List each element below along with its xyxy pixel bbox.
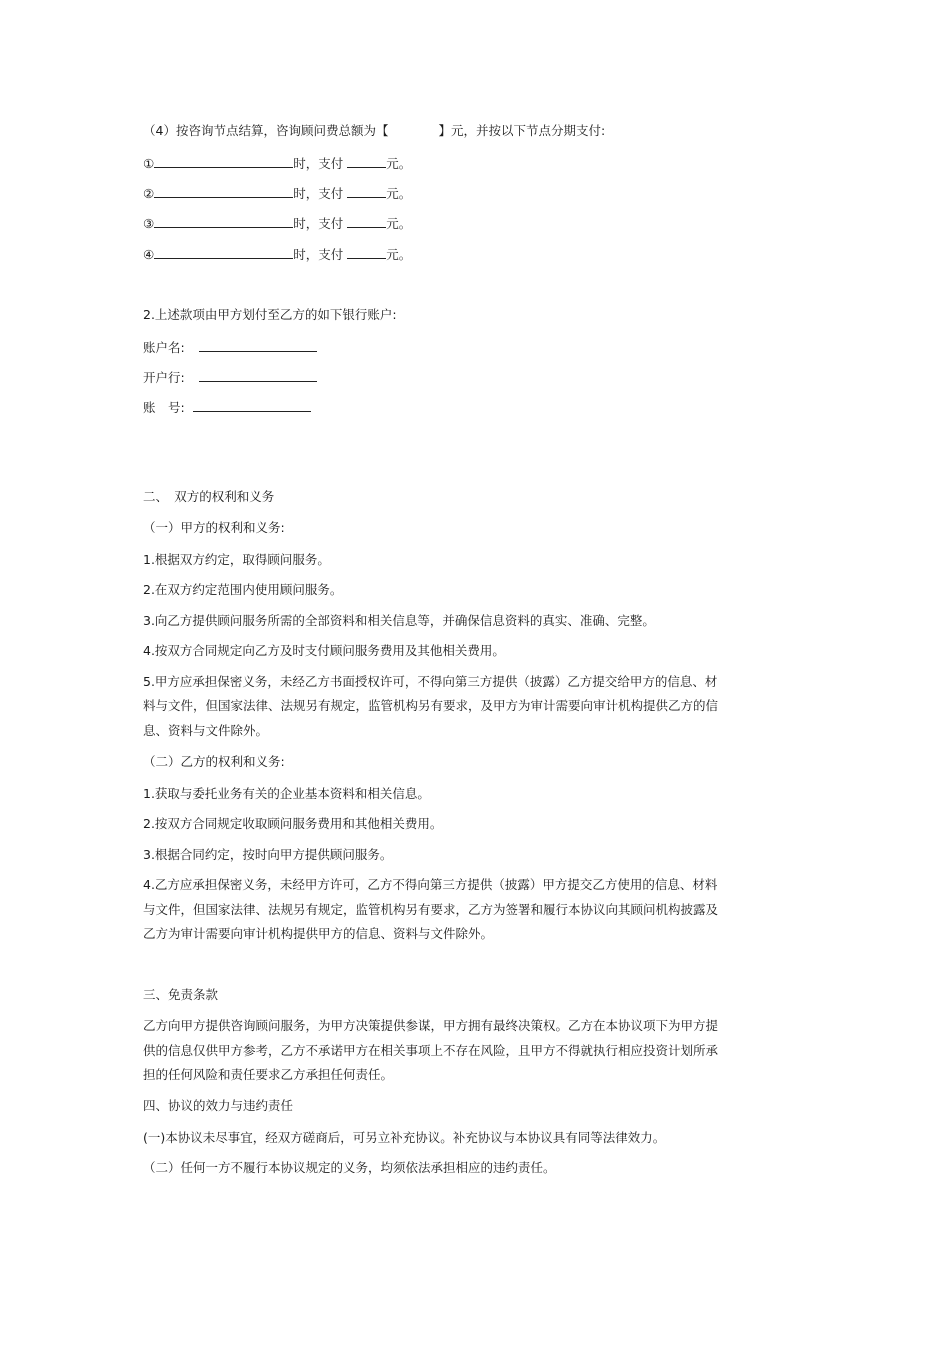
installment-row <box>143 154 411 172</box>
bank-label: 开户行: <box>143 370 185 385</box>
list-item: (一)本协议未尽事宜，经双方磋商后，可另立补充协议。补充协议与本协议具有同等法律效力。 <box>143 1130 666 1145</box>
installment-node-blank[interactable] <box>154 154 293 168</box>
installment-amount-blank[interactable] <box>347 154 386 168</box>
section-heading: 四、协议的效力与违约责任 <box>143 1098 294 1113</box>
paragraph-line: 担的任何风险和责任要求乙方承担任何责任。 <box>143 1067 394 1082</box>
list-item: 2.按双方合同规定收取顾问服务费用和其他相关费用。 <box>143 816 443 831</box>
installment-marker: ③ <box>143 216 155 231</box>
list-item-line: 4.乙方应承担保密义务，未经甲方许可，乙方不得向第三方提供（披露）甲方提交乙方使用的信息、材料 <box>143 877 718 892</box>
installment-row <box>143 214 411 232</box>
payment-node-intro <box>143 123 605 139</box>
party-a-heading: （一）甲方的权利和义务: <box>143 520 285 535</box>
installment-text: 时，支付 <box>293 247 344 262</box>
installment-amount-blank[interactable] <box>347 214 386 228</box>
installment-unit: 元。 <box>386 186 412 201</box>
paragraph-line: 乙方向甲方提供咨询顾问服务，为甲方决策提供参谋，甲方拥有最终决策权。乙方在本协议项下为甲方提 <box>143 1018 719 1033</box>
list-item: 1.获取与委托业务有关的企业基本资料和相关信息。 <box>143 786 430 801</box>
installment-amount-blank[interactable] <box>347 245 386 259</box>
account-no-blank[interactable] <box>193 398 311 412</box>
list-item-line: 5.甲方应承担保密义务，未经乙方书面授权许可，不得向第三方提供（披露）乙方提交给甲方的信息、材 <box>143 674 718 689</box>
list-item: （二）任何一方不履行本协议规定的义务，均须依法承担相应的违约责任。 <box>143 1160 556 1175</box>
list-item-line: 息、资料与文件除外。 <box>143 723 269 738</box>
list-item-line: 与文件，但国家法律、法规另有规定，监管机构另有要求，乙方为签署和履行本协议向其顾问机构披露及 <box>143 902 719 917</box>
installment-marker: ② <box>143 186 155 201</box>
payment-node-intro-post: 】元，并按以下节点分期支付: <box>438 123 606 138</box>
party-b-heading: （二）乙方的权利和义务: <box>143 754 285 769</box>
list-item: 2.在双方约定范围内使用顾问服务。 <box>143 582 343 597</box>
section-heading: 二、 双方的权利和义务 <box>143 489 275 504</box>
installment-amount-blank[interactable] <box>347 184 386 198</box>
list-item: 3.根据合同约定，按时向甲方提供顾问服务。 <box>143 847 393 862</box>
list-item: 3.向乙方提供顾问服务所需的全部资料和相关信息等，并确保信息资料的真实、准确、完整。 <box>143 613 655 628</box>
list-item: 1.根据双方约定，取得顾问服务。 <box>143 552 330 567</box>
installment-unit: 元。 <box>386 247 412 262</box>
account-no-row <box>143 398 311 416</box>
list-item: 4.按双方合同规定向乙方及时支付顾问服务费用及其他相关费用。 <box>143 643 505 658</box>
account-name-blank[interactable] <box>199 338 317 352</box>
installment-row <box>143 245 411 263</box>
installment-marker: ④ <box>143 247 155 262</box>
bank-intro: 2.上述款项由甲方划付至乙方的如下银行账户: <box>143 307 397 322</box>
installment-row <box>143 184 411 202</box>
installment-node-blank[interactable] <box>154 214 293 228</box>
installment-node-blank[interactable] <box>154 184 293 198</box>
installment-unit: 元。 <box>386 156 412 171</box>
account-name-label: 账户名: <box>143 340 185 355</box>
bank-row <box>143 368 317 386</box>
list-item-line: 乙方为审计需要向审计机构提供甲方的信息、资料与文件除外。 <box>143 926 494 941</box>
section-heading: 三、免责条款 <box>143 987 219 1002</box>
paragraph-line: 供的信息仅供甲方参考，乙方不承诺甲方在相关事项上不存在风险，且甲方不得就执行相应投资计划所承 <box>143 1043 719 1058</box>
account-no-label: 账 号: <box>143 400 185 415</box>
bank-blank[interactable] <box>199 368 317 382</box>
installment-text: 时，支付 <box>293 186 344 201</box>
payment-node-intro-pre: （4）按咨询节点结算，咨询顾问费总额为【 <box>143 123 389 138</box>
installment-node-blank[interactable] <box>154 245 293 259</box>
installment-marker: ① <box>143 156 155 171</box>
installment-unit: 元。 <box>386 216 412 231</box>
installment-text: 时，支付 <box>293 216 344 231</box>
account-name-row <box>143 338 317 356</box>
installment-text: 时，支付 <box>293 156 344 171</box>
list-item-line: 料与文件，但国家法律、法规另有规定，监管机构另有要求，及甲方为审计需要向审计机构提供乙方的信 <box>143 698 719 713</box>
